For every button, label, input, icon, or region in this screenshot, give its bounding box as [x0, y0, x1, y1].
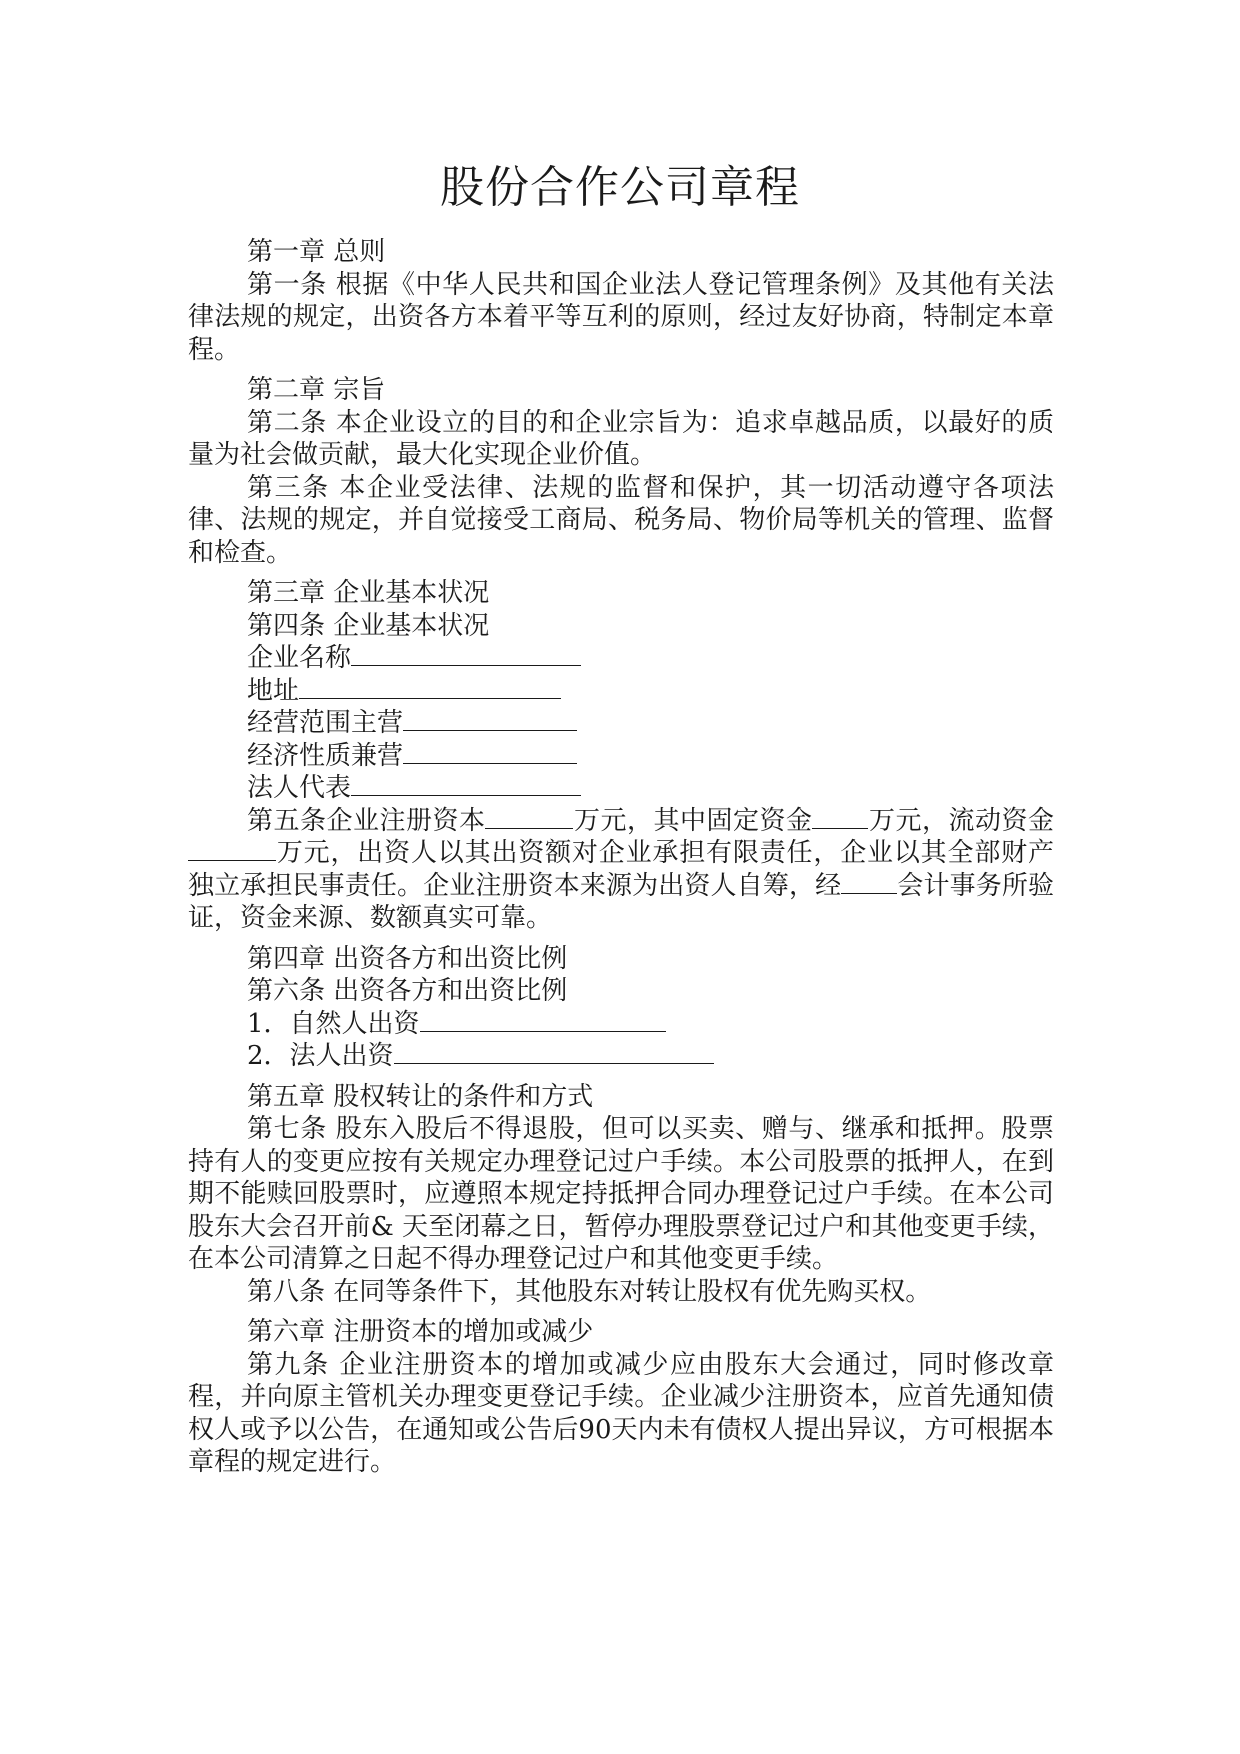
field-legal-rep — [188, 772, 1054, 805]
field-main-scope-label: 经营范围主营 — [247, 708, 404, 738]
address-blank — [299, 676, 561, 699]
field-address-label: 地址 — [247, 675, 300, 706]
chapter-4-heading: 第四章 出资各方和出资比例 — [247, 943, 568, 974]
article-1: 第一条 根据《中华人民共和国企业法人登记管理条例》及其他有关法律法规的规定，出资各方本着平等互利的原则，经过友好协商，特制定本章程。 — [188, 269, 1054, 365]
accounting-firm-blank — [841, 871, 897, 894]
main-scope-blank — [403, 708, 577, 731]
field-address — [188, 675, 1054, 708]
chapter-5-heading: 第五章 股权转让的条件和方式 — [247, 1081, 594, 1112]
article-5-part-d: 万元，出资人以其出资额对企业承担有限责任，企业以其全部财产独立承担民事责任。企业注册资本来源为出资人自筹，经 — [188, 838, 1054, 901]
article-3: 第三条 本企业受法律、法规的监督和保护，其一切活动遵守各项法律、法规的规定，并自觉接受工商局、税务局、物价局等机关的管理、监督和检查。 — [188, 472, 1054, 568]
fixed-capital-blank — [812, 806, 868, 829]
item-natural-person-label: 1．自然人出资 — [247, 1008, 420, 1039]
legal-rep-blank — [351, 773, 581, 796]
article-8: 第八条 在同等条件下，其他股东对转让股权有优先购买权。 — [247, 1276, 932, 1307]
field-nature — [188, 740, 1054, 773]
document-title: 股份合作公司章程 — [440, 162, 800, 213]
article-7: 第七条 股东入股后不得退股，但可以买卖、赠与、继承和抵押。股票持有人的变更应按有关规定办理登记过户手续。本公司股票的抵押人，在到期不能赎回股票时，应遵照本规定持抵押合同办理登记过户手续。在本公司股东大会召开前& 天至闭幕之日，暂停办理股票登记过户和其他变更手续，在本公司清算之日起不得办理登记过户和其他变更手续。 — [188, 1114, 1054, 1274]
article-5-part-a: 第五条企业注册资本 — [247, 805, 486, 836]
field-nature-label: 经济性质兼营 — [247, 740, 404, 771]
chapter-3-heading: 第三章 企业基本状况 — [247, 578, 490, 608]
article-5-part-b: 万元，其中固定资金 — [573, 805, 813, 836]
field-legal-rep-label: 法人代表 — [247, 773, 352, 803]
chapter-1-heading: 第一章 总则 — [247, 237, 386, 267]
article-5 — [188, 805, 1054, 935]
article-9: 第九条 企业注册资本的增加或减少应由股东大会通过，同时修改章程，并向原主管机关办理变更登记手续。企业减少注册资本，应首先通知债权人或予以公告，在通知或公告后90天内未有债权人提出异议，方可根据本章程的规定进行。 — [188, 1349, 1054, 1477]
chapter-6-heading: 第六章 注册资本的增加或减少 — [247, 1317, 594, 1347]
company-name-blank — [351, 643, 581, 666]
article-6: 第六条 出资各方和出资比例 — [247, 976, 568, 1006]
nature-blank — [403, 741, 577, 764]
article-5-part-c: 万元，流动资金 — [868, 805, 1054, 836]
field-company-name-label: 企业名称 — [247, 643, 352, 673]
working-capital-blank — [188, 838, 276, 861]
natural-person-blank — [420, 1009, 666, 1032]
registered-capital-blank — [485, 806, 573, 829]
chapter-2-heading: 第二章 宗旨 — [247, 375, 386, 405]
item-legal-person-label: 2．法人出资 — [247, 1041, 394, 1071]
document-body — [188, 236, 1054, 1479]
legal-person-blank — [394, 1041, 714, 1064]
field-main-scope — [188, 707, 1054, 740]
item-legal-person — [188, 1040, 1054, 1073]
article-4: 第四条 企业基本状况 — [247, 610, 490, 641]
field-company-name — [188, 642, 1054, 675]
article-5-part-e: 会计事务所验证，资金来源、数额真实可靠。 — [188, 870, 1054, 933]
item-natural-person — [188, 1008, 1054, 1041]
article-2: 第二条 本企业设立的目的和企业宗旨为：追求卓越品质，以最好的质量为社会做贡献，最大化实现企业价值。 — [188, 407, 1054, 470]
